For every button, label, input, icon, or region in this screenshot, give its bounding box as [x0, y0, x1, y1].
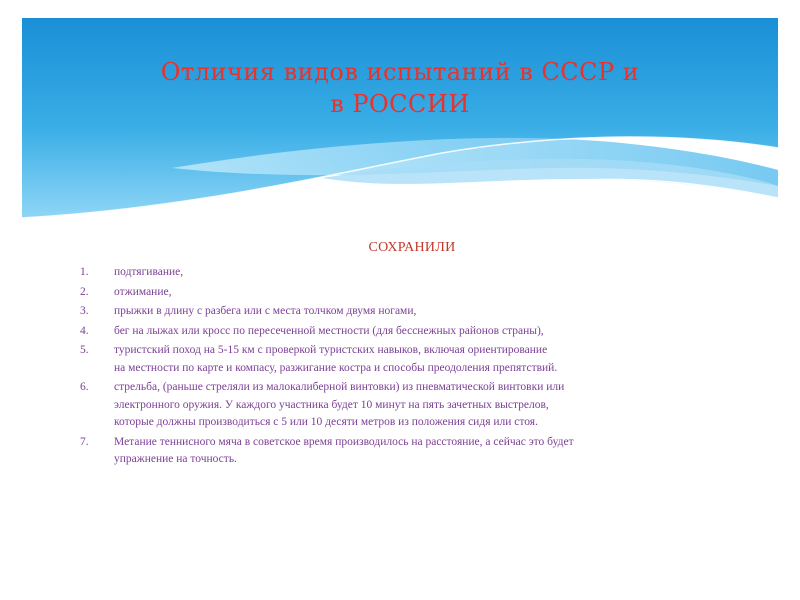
section-heading: СОХРАНИЛИ: [368, 240, 456, 255]
slide-title-line-1: Отличия видов испытаний в СССР и: [160, 58, 640, 86]
slide-title-line-2: в РОССИИ: [330, 90, 470, 118]
list-item-text: электронного оружия. У каждого участника будет 10 минут на пять зачетных выстрелов,: [114, 398, 549, 411]
list-item-text: упражнение на точность.: [114, 453, 237, 465]
list-item-text: бег на лыжах или кросс по пересеченной местности (для бесснежных районов страны),: [114, 324, 544, 337]
list-item-text: стрельба, (раньше стреляли из малокалиберной винтовки) из пневматической винтовки или: [114, 381, 565, 393]
numbered-list: [80, 264, 720, 471]
list-item-text: отжимание,: [114, 285, 172, 298]
list-item-number: 4.: [80, 324, 89, 337]
list-item-text: на местности по карте и компасу, разжигание костра и способы преодоления препятствий.: [114, 361, 558, 374]
list-item-text: которые должны производиться с 5 или 10 десяти метров из положения сидя или стоя.: [114, 416, 538, 428]
list-item-text: прыжки в длину с разбега или с места толчком двумя ногами,: [114, 305, 417, 317]
list-item: [80, 434, 720, 469]
list-item-number: 1.: [80, 266, 89, 278]
list-item-number: 5.: [80, 344, 89, 356]
list-item-number: 6.: [80, 381, 89, 393]
slide: [22, 18, 778, 581]
list-item: [80, 342, 720, 377]
list-item-text: туристский поход на 5-15 км с проверкой туристских навыков, включая ориентирование: [114, 344, 548, 356]
slide-title: [42, 56, 758, 120]
list-item-number: 2.: [80, 285, 89, 298]
list-item-text: подтягивание,: [114, 266, 184, 278]
list-item-text: Метание теннисного мяча в советское время производилось на расстояние, а сейчас это будет: [114, 435, 574, 448]
list-item-number: 7.: [80, 435, 89, 448]
list-item: [80, 264, 720, 282]
list-item: [80, 323, 720, 341]
list-item: [80, 284, 720, 302]
list-item: [80, 379, 720, 432]
list-item: [80, 303, 720, 321]
list-item-number: 3.: [80, 305, 89, 317]
